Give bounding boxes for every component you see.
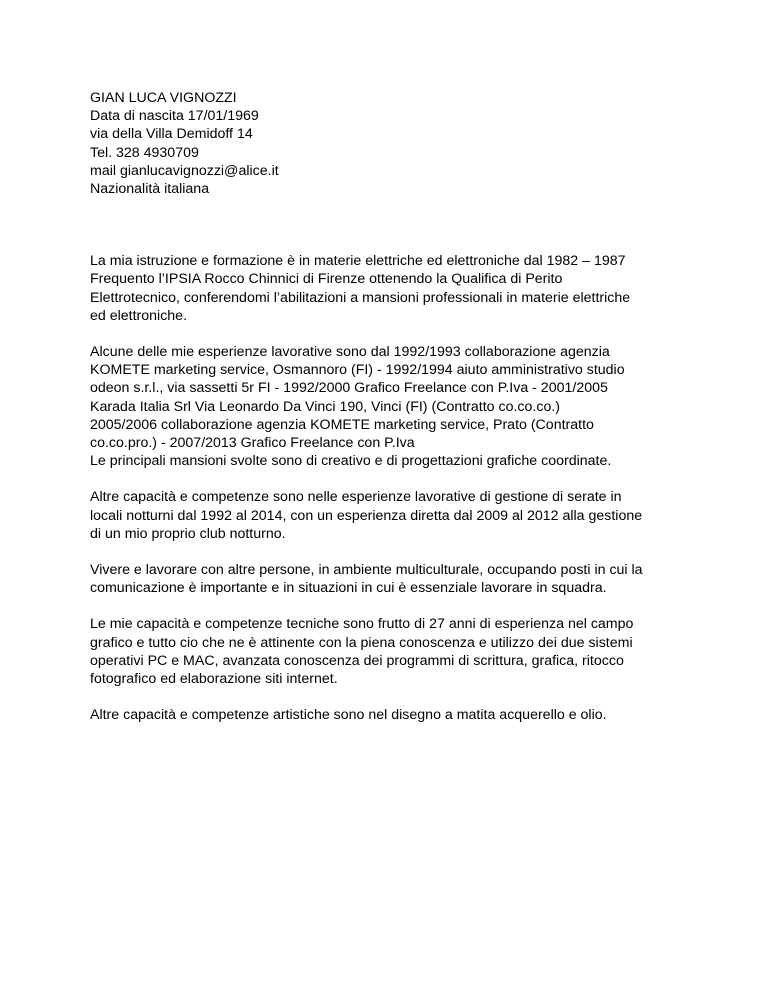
paragraph-line: co.co.pro.) - 2007/2013 Grafico Freelance con P.Iva [90, 435, 415, 452]
paragraph-line: fotografico ed elaborazione siti internet. [90, 671, 338, 688]
paragraph-line: Frequento l’IPSIA Rocco Chinnici di Firenze ottenendo la Qualifica di Perito [90, 271, 563, 288]
paragraph-line: Altre capacità e competenze artistiche sono nel disegno a matita acquerello e olio. [90, 707, 607, 724]
paragraph-line: comunicazione è importante e in situazioni in cui è essenziale lavorare in squadra. [90, 580, 607, 597]
phone-number: Tel. 328 4930709 [90, 144, 199, 161]
document-body [90, 89, 690, 724]
paragraph-line: Le principali mansioni svolte sono di creativo e di progettazioni grafiche coordinate. [90, 453, 612, 470]
paragraph-line: Vivere e lavorare con altre persone, in ambiente multiculturale, occupando posti in cui la [90, 562, 643, 579]
paragraph-line: locali notturni dal 1992 al 2014, con un esperienza diretta dal 2009 al 2012 alla gestione [90, 507, 643, 524]
paragraph-line: Alcune delle mie esperienze lavorative sono dal 1992/1993 collaborazione agenzia [90, 344, 610, 361]
paragraph-line: Le mie capacità e competenze tecniche sono frutto di 27 anni di esperienza nel campo [90, 616, 634, 633]
paragraph-line: di un mio proprio club notturno. [90, 525, 286, 542]
paragraph-line: grafico e tutto cio che ne è attinente con la piena conoscenza e utilizzo dei due sistemi [90, 634, 633, 651]
email-address: mail gianlucavignozzi@alice.it [90, 162, 279, 179]
experience-paragraph [90, 343, 690, 470]
paragraph-line: operativi PC e MAC, avanzata conoscenza dei programmi di scrittura, grafica, ritocco [90, 652, 624, 669]
birth-date: Data di nascita 17/01/1969 [90, 108, 259, 125]
paragraph-line: 2005/2006 collaborazione agenzia KOMETE marketing service, Prato (Contratto [90, 416, 594, 433]
paragraph-line: La mia istruzione e formazione è in materie elettriche ed elettroniche dal 1982 – 1987 [90, 253, 626, 270]
street-address: via della Villa Demidoff 14 [90, 126, 253, 143]
education-paragraph [90, 252, 690, 325]
paragraph-line: Elettrotecnico, conferendomi l’abilitazioni a mansioni professionali in materie elettriche [90, 289, 631, 306]
paragraph-line: Altre capacità e competenze sono nelle esperienze lavorative di gestione di serate in [90, 489, 622, 506]
nationality: Nazionalità italiana [90, 181, 210, 198]
technical-skills-paragraph [90, 615, 690, 688]
paragraph-line: odeon s.r.l., via sassetti 5r FI - 1992/2000 Grafico Freelance con P.Iva - 2001/2005 [90, 380, 608, 397]
paragraph-line: Karada Italia Srl Via Leonardo Da Vinci 190, Vinci (FI) (Contratto co.co.co.) [90, 398, 561, 415]
full-name: GIAN LUCA VIGNOZZI [90, 90, 237, 106]
personal-info-block [90, 89, 690, 198]
artistic-skills-paragraph [90, 706, 690, 724]
paragraph-line: KOMETE marketing service, Osmannoro (FI) - 1992/1994 aiuto amministrativo studio [90, 362, 625, 379]
paragraph-line: ed elettroniche. [90, 307, 188, 324]
teamwork-paragraph [90, 561, 690, 597]
nightlife-paragraph [90, 488, 690, 543]
